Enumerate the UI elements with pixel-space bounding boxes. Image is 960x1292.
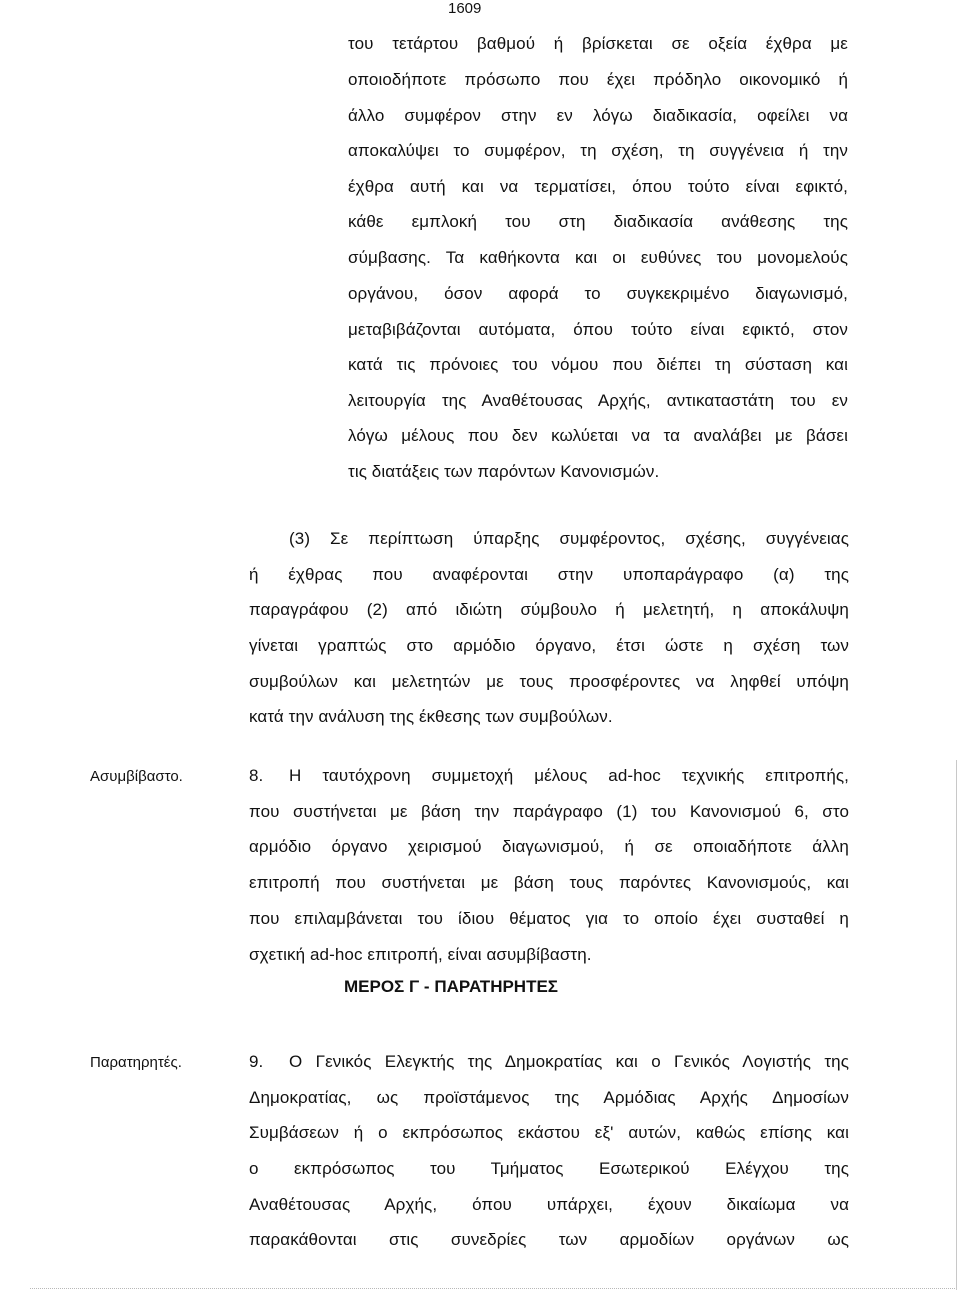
text-line: σχετική ad-hoc επιτροπή, είναι ασυμβίβαστη.: [249, 945, 592, 964]
text-line: κατά την ανάλυση της έκθεσης των συμβούλων.: [249, 707, 613, 726]
regulation-number: 9.: [249, 1052, 264, 1071]
regulation-number: 8.: [249, 766, 264, 785]
text-line: λόγω μέλους που δεν κωλύεται να τα αναλάβει με βάσει: [348, 426, 848, 445]
text-line: άλλο συμφέρον στην εν λόγω διαδικασία, οφείλει να: [348, 106, 848, 125]
text-line: σύμβασης. Τα καθήκοντα και οι ευθύνες του μονομελούς: [348, 248, 848, 267]
scan-edge-right: [956, 760, 957, 1290]
text-line: συμβούλων και μελετητών με τους προσφέροντες να ληφθεί υπόψη: [249, 672, 849, 691]
text-line: αρμόδιο όργανο χειρισμού διαγωνισμού, ή σε οποιαδήποτε άλλη: [249, 837, 849, 856]
text-line: ή έχθρας που αναφέρονται στην υποπαράγραφο (α) της: [249, 565, 849, 584]
text-line: Αναθέτουσας Αρχής, όπου υπάρχει, έχουν δικαίωμα να: [249, 1195, 849, 1214]
text-line: κατά τις πρόνοιες του νόμου που διέπει τη σύσταση και: [348, 355, 848, 374]
text-line: Δημοκρατίας, ως προϊστάμενος της Αρμόδιας Αρχής Δημοσίων: [249, 1088, 849, 1107]
text-line: γίνεται γραπτώς στο αρμόδιο όργανο, έτσι ώστε η σχέση των: [249, 636, 849, 655]
text-line: (3) Σε περίπτωση ύπαρξης συμφέροντος, σχέσης, συγγένειας: [289, 529, 849, 548]
text-line: αποκαλύψει το συμφέρον, τη σχέση, τη συγγένεια ή την: [348, 141, 848, 160]
page-number: 1609: [448, 0, 482, 17]
margin-note-incompatible: Ασυμβίβαστο.: [90, 768, 183, 785]
text-line: κάθε εμπλοκή του στη διαδικασία ανάθεσης της: [348, 212, 848, 231]
text-line: τις διατάξεις των παρόντων Κανονισμών.: [348, 462, 660, 481]
text-line: που επιλαμβάνεται του ίδιου θέματος για το οποίο έχει συσταθεί η: [249, 909, 849, 928]
margin-note-observers: Παρατηρητές.: [90, 1054, 182, 1071]
text-line: Η ταυτόχρονη συμμετοχή μέλους ad-hoc τεχνικής επιτροπής,: [289, 766, 849, 785]
text-line: λειτουργία της Αναθέτουσας Αρχής, αντικαταστάτη του εν: [348, 391, 848, 410]
text-line: Συμβάσεων ή ο εκπρόσωπος εκάστου εξ' αυτών, καθώς επίσης και: [249, 1123, 849, 1142]
text-line: επιτροπή που συστήνεται με βάση τους παρόντες Κανονισμούς, και: [249, 873, 849, 892]
part-c-heading: ΜΕΡΟΣ Γ - ΠΑΡΑΤΗΡΗΤΕΣ: [344, 977, 559, 996]
text-line: παραγράφου (2) από ιδιώτη σύμβουλο ή μελετητή, η αποκάλυψη: [249, 600, 849, 619]
text-line: έχθρα αυτή και να τερματίσει, όπου τούτο είναι εφικτό,: [348, 177, 848, 196]
scan-edge-bottom: [30, 1288, 955, 1290]
text-line: οργάνου, όσον αφορά το συγκεκριμένο διαγωνισμό,: [348, 284, 848, 303]
text-line: παρακάθονται στις συνεδρίες των αρμοδίων οργάνων ως: [249, 1230, 849, 1249]
text-line: που συστήνεται με βάση την παράγραφο (1) του Κανονισμού 6, στο: [249, 802, 849, 821]
text-line: ο εκπρόσωπος του Τμήματος Εσωτερικού Ελέγχου της: [249, 1159, 849, 1178]
text-line: του τετάρτου βαθμού ή βρίσκεται σε οξεία έχθρα με: [348, 34, 848, 53]
text-line: Ο Γενικός Ελεγκτής της Δημοκρατίας και ο Γενικός Λογιστής της: [289, 1052, 849, 1071]
text-line: οποιοδήποτε πρόσωπο που έχει πρόδηλο οικονομικό ή: [348, 70, 848, 89]
text-line: μεταβιβάζονται αυτόματα, όπου τούτο είναι εφικτό, στον: [348, 320, 848, 339]
